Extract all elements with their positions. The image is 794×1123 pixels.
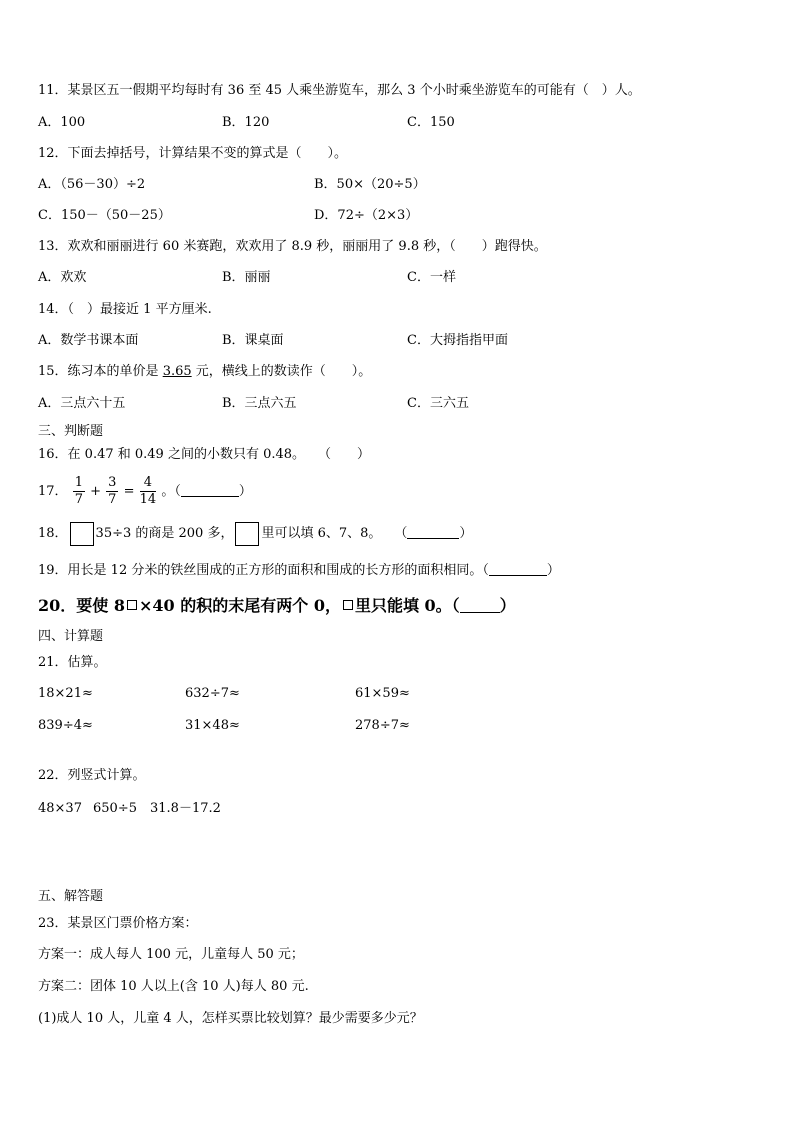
calc-item: 31.8－17.2 — [150, 801, 221, 816]
option-c: C．150 — [407, 115, 455, 130]
option-c: C．150－（50－25） — [38, 208, 171, 223]
option-b: B．三点六五 — [222, 396, 297, 411]
option-c: C．三六五 — [407, 396, 469, 411]
estimate-item: 632÷7≈ — [185, 686, 240, 701]
question-17: 17． $\frac{1}{7}$ + $\frac{3}{7}$ = $\frac{4}{14}$ 。（ ） — [38, 475, 252, 507]
answer-blank[interactable] — [460, 599, 500, 613]
question-13-text: 13．欢欢和丽丽进行 60 米赛跑，欢欢用了 8.9 秒，丽丽用了 9.8 秒，（ ）跑得快。 — [38, 239, 547, 254]
estimate-item: 61×59≈ — [355, 686, 410, 701]
calc-item: 48×37 — [38, 801, 82, 816]
underlined-number: 3.65 — [162, 364, 192, 379]
question-11-text: 11．某景区五一假期平均每时有 36 至 45 人乘坐游览车，那么 3 个小时乘坐游览车的可能有（ ）人。 — [38, 83, 641, 98]
option-b: B．丽丽 — [222, 270, 271, 285]
calc-item: 650÷5 — [93, 801, 137, 816]
empty-square — [343, 600, 353, 610]
option-b: B．课桌面 — [222, 333, 284, 348]
option-d: D．72÷（2×3） — [314, 208, 419, 223]
answer-blank[interactable] — [181, 483, 239, 497]
question-12-text: 12．下面去掉括号，计算结果不变的算式是（ ）。 — [38, 146, 348, 161]
option-a: A．（56－30）÷2 — [38, 177, 146, 192]
question-23-title: 23．某景区门票价格方案： — [38, 916, 198, 931]
fraction: $\frac{3}{7}$ — [108, 475, 117, 507]
question-22-title: 22．列竖式计算。 — [38, 768, 146, 783]
option-b: B．50×（20÷5） — [314, 177, 426, 192]
question-20: 20．要使 8 ×40 的积的末尾有两个 0， 里只能填 0。（ ） — [38, 596, 516, 615]
empty-box — [235, 522, 259, 546]
option-a: A．欢欢 — [38, 270, 87, 285]
question-16-text: 16．在 0.47 和 0.49 之间的小数只有 0.48。 （ ） — [38, 447, 371, 462]
option-a: A．100 — [38, 115, 86, 130]
estimate-item: 839÷4≈ — [38, 718, 93, 733]
estimate-item: 278÷7≈ — [355, 718, 410, 733]
empty-square — [127, 600, 137, 610]
sub-question-1: (1)成人 10 人，儿童 4 人，怎样买票比较划算？最少需要多少元？ — [38, 1011, 423, 1026]
plan-two: 方案二：团体 10 人以上(含 10 人)每人 80 元. — [38, 979, 309, 994]
estimate-item: 18×21≈ — [38, 686, 93, 701]
option-c: C．大拇指指甲面 — [407, 333, 508, 348]
estimate-item: 31×48≈ — [185, 718, 240, 733]
plan-one: 方案一：成人每人 100 元，儿童每人 50 元； — [38, 947, 304, 962]
section-heading: 三、判断题 — [38, 424, 104, 439]
fraction: $\frac{1}{7}$ — [74, 475, 83, 507]
question-14-text: 14．（ ）最接近 1 平方厘米. — [38, 302, 212, 317]
option-b: B．120 — [222, 115, 270, 130]
empty-box — [70, 522, 94, 546]
question-21-title: 21．估算。 — [38, 655, 107, 670]
answer-blank[interactable] — [407, 525, 459, 539]
answer-blank[interactable] — [489, 562, 547, 576]
section-heading: 四、计算题 — [38, 629, 104, 644]
option-c: C．一样 — [407, 270, 456, 285]
question-19: 19．用长是 12 分米的铁丝围成的正方形的面积和围成的长方形的面积相同。（ ） — [38, 563, 560, 578]
option-a: A．三点六十五 — [38, 396, 126, 411]
section-heading: 五、解答题 — [38, 889, 104, 904]
question-15-text: 15．练习本的单价是 3.65 元，横线上的数读作（ ）。 — [38, 364, 372, 379]
question-18: 18． 35÷3 的商是 200 多， 里可以填 6、7、8。 （ ） — [38, 520, 472, 548]
fraction: $\frac{4}{14}$ — [139, 475, 157, 507]
option-a: A．数学书课本面 — [38, 333, 139, 348]
